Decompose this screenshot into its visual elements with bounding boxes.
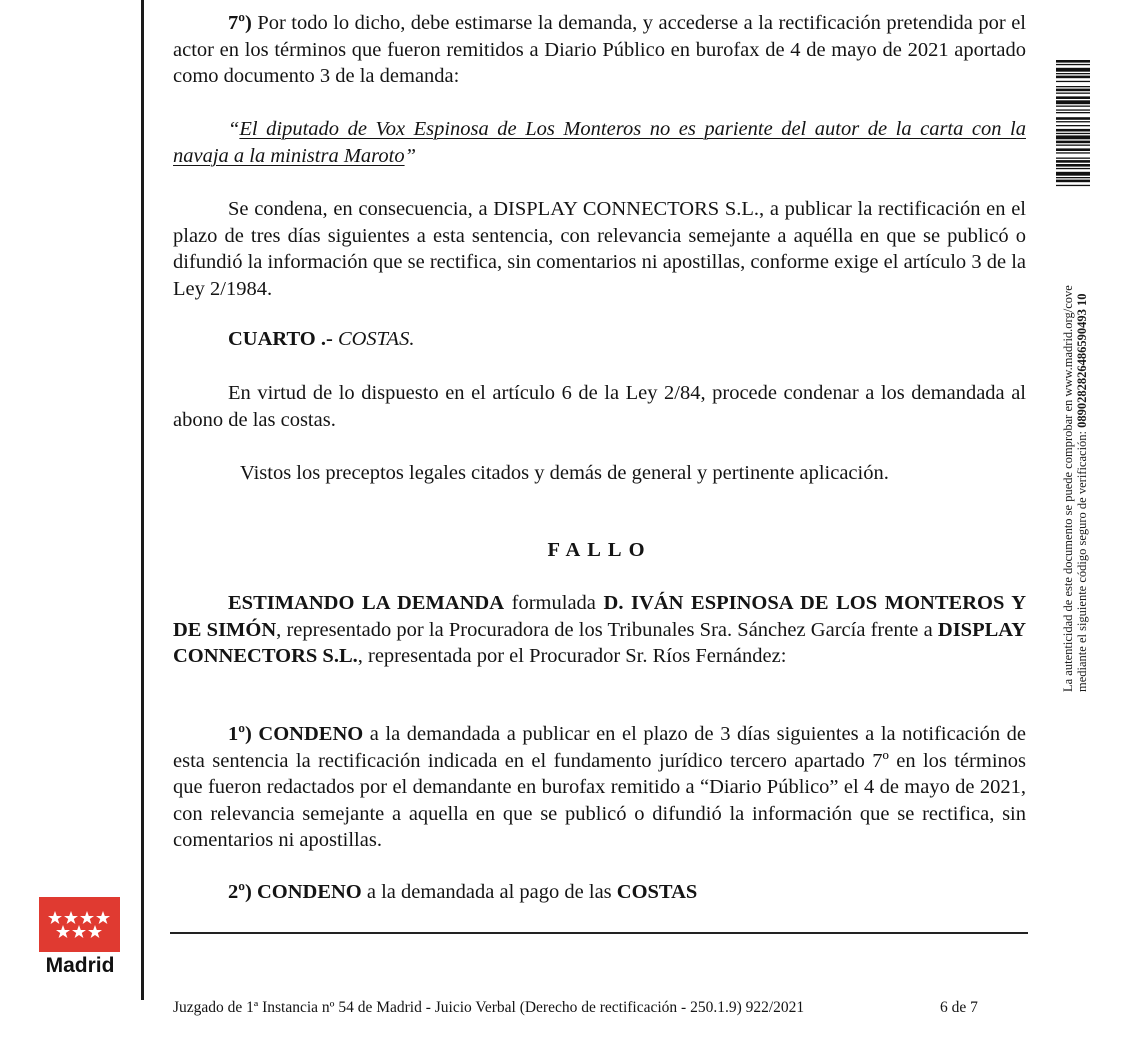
- formulada-text: formulada: [504, 592, 604, 614]
- barcode-bar: [1056, 60, 1090, 63]
- barcode-bar: [1056, 168, 1090, 169]
- barcode-bar: [1056, 106, 1090, 107]
- paragraph-7-number: 7º): [228, 12, 252, 34]
- barcode-bar: [1056, 160, 1090, 163]
- ruling-item-1-text: a la demandada a publicar en el plazo de 3 días siguientes a la notificación de esta sentencia la rectificación indicada en el fundamento jurídico tercero apartado 7º en los términos que fueron redactados por el demandante en burofax remitido a “Diario Público” el 4 de mayo de 2021, con relevancia semejante a aquella en que se publicó o difundió la información que se rectifica, sin comentarios ni apostillas.: [173, 723, 1026, 851]
- barcode-bar: [1056, 73, 1090, 74]
- verification-line-2: [1075, 242, 1089, 692]
- barcode-bar: [1056, 172, 1090, 176]
- barcode-bar: [1056, 109, 1090, 110]
- barcode-bar: [1056, 96, 1090, 99]
- ruling-item-1: [173, 721, 1026, 854]
- page-number: 6 de 7: [940, 999, 978, 1016]
- fallo-heading: FALLO: [547, 539, 652, 561]
- footer-court: Juzgado de 1ª Instancia nº 54 de Madrid - Juicio Verbal (Derecho de rectificación - 250.1.9) 922/2021: [173, 999, 805, 1016]
- barcode-bar: [1056, 68, 1090, 72]
- verification-prefix: mediante el siguiente código seguro de verificación:: [1075, 427, 1089, 692]
- cuarto-title: COSTAS.: [337, 328, 415, 350]
- barcode-bar: [1056, 64, 1090, 65]
- page-footer: [173, 999, 993, 1017]
- barcode-bar: [1056, 177, 1090, 178]
- ruling-item-2-number: 2º): [228, 881, 257, 903]
- barcode-bar: [1056, 89, 1090, 92]
- representation-text-2: , representada por el Procurador Sr. Ríos Fernández:: [357, 645, 787, 667]
- defendant-name: DISPLAY CONNECTORS S.L.: [173, 618, 1026, 667]
- barcode-bar: [1056, 117, 1090, 120]
- barcode-bar: [1056, 129, 1090, 132]
- plaintiff-name: D. IVÁN ESPINOSA DE LOS MONTEROS Y DE SIMÓN: [173, 592, 1027, 641]
- barcode-bar: [1056, 152, 1090, 153]
- barcode-bar: [1056, 133, 1090, 134]
- margin-rule: [141, 0, 144, 1000]
- barcode-bar: [1056, 164, 1090, 167]
- madrid-logo-text: Madrid: [45, 954, 115, 977]
- star-icon: [72, 925, 86, 938]
- verification-line-1: La autenticidad de este documento se puede comprobar en www.madrid.org/cove: [1061, 285, 1075, 692]
- cuarto-label: CUARTO .-: [228, 328, 333, 350]
- quote-close: ”: [404, 144, 416, 167]
- footer-divider: [170, 932, 1028, 934]
- verification-code: 0890282826486590493 10: [1075, 293, 1089, 428]
- star-icon: [88, 925, 102, 938]
- quote-open: “: [228, 118, 240, 140]
- ruling-item-2-costas: COSTAS: [616, 881, 698, 903]
- barcode-bar: [1056, 141, 1090, 144]
- section-heading-cuarto: [173, 326, 1026, 353]
- barcode-bar: [1056, 86, 1090, 87]
- ruling-item-2: [173, 879, 1026, 906]
- barcode-bar: [1056, 135, 1090, 139]
- barcode-bar: [1056, 93, 1090, 94]
- estimando-bold: ESTIMANDO LA DEMANDA: [228, 592, 505, 614]
- barcode-bar: [1056, 121, 1090, 122]
- ruling-item-1-bold: CONDENO: [258, 723, 364, 745]
- paragraph-7-text: Por todo lo dicho, debe estimarse la demanda, y accederse a la rectificación pretendida por el actor en los términos que fueron remitidos a Diario Público en burofax de 4 de mayo de 2021 aportado como documento 3 de la demanda:: [173, 12, 1026, 87]
- paragraph-vistos: Vistos los preceptos legales citados y demás de general y pertinente aplicación.: [240, 462, 889, 484]
- quote-text: El diputado de Vox Espinosa de Los Monteros no es pariente del autor de la carta con la navaja a la ministra Maroto: [173, 118, 1026, 167]
- star-icon: [48, 911, 62, 924]
- barcode-bar: [1056, 145, 1090, 146]
- quoted-rectification: [173, 116, 1026, 169]
- stars-icon: [39, 897, 120, 952]
- barcode-bar: [1056, 100, 1090, 104]
- representation-text: , representado por la Procuradora de los Tribunales Sra. Sánchez García frente a: [276, 618, 938, 641]
- paragraph-estimando: [173, 590, 1026, 670]
- barcode-bar: [1056, 185, 1090, 186]
- star-icon: [64, 911, 78, 924]
- paragraph-condena: Se condena, en consecuencia, a DISPLAY CONNECTORS S.L., a publicar la rectificación en el plazo de tres días siguientes a esta sentencia, con relevancia semejante a aquélla en que se publicó o difundió la información que se rectifica, sin comentarios ni apostillas, conforme exige el artículo 3 de la Ley 2/1984.: [173, 198, 1026, 300]
- star-icon: [80, 911, 94, 924]
- barcode-bar: [1056, 180, 1090, 183]
- barcode-bar: [1056, 81, 1090, 82]
- barcode-bar: [1056, 158, 1090, 159]
- barcode-icon: [1056, 60, 1090, 228]
- paragraph-costas: En virtud de lo dispuesto en el artículo 6 de la Ley 2/84, procede condenar a los demandada al abono de las costas.: [173, 382, 1026, 431]
- ruling-item-2-text: a la demandada al pago de las: [361, 881, 617, 903]
- barcode-bar: [1056, 112, 1090, 113]
- barcode-bar: [1056, 125, 1090, 126]
- verification-notice: [1061, 242, 1107, 692]
- star-icon: [56, 925, 70, 938]
- paragraph-7: [173, 10, 1026, 90]
- ruling-item-2-bold: CONDENO: [256, 881, 362, 903]
- barcode-bar: [1056, 148, 1090, 151]
- star-icon: [96, 911, 110, 924]
- barcode-bar: [1056, 76, 1090, 79]
- madrid-logo: [39, 897, 120, 952]
- ruling-item-1-number: 1º): [228, 723, 259, 745]
